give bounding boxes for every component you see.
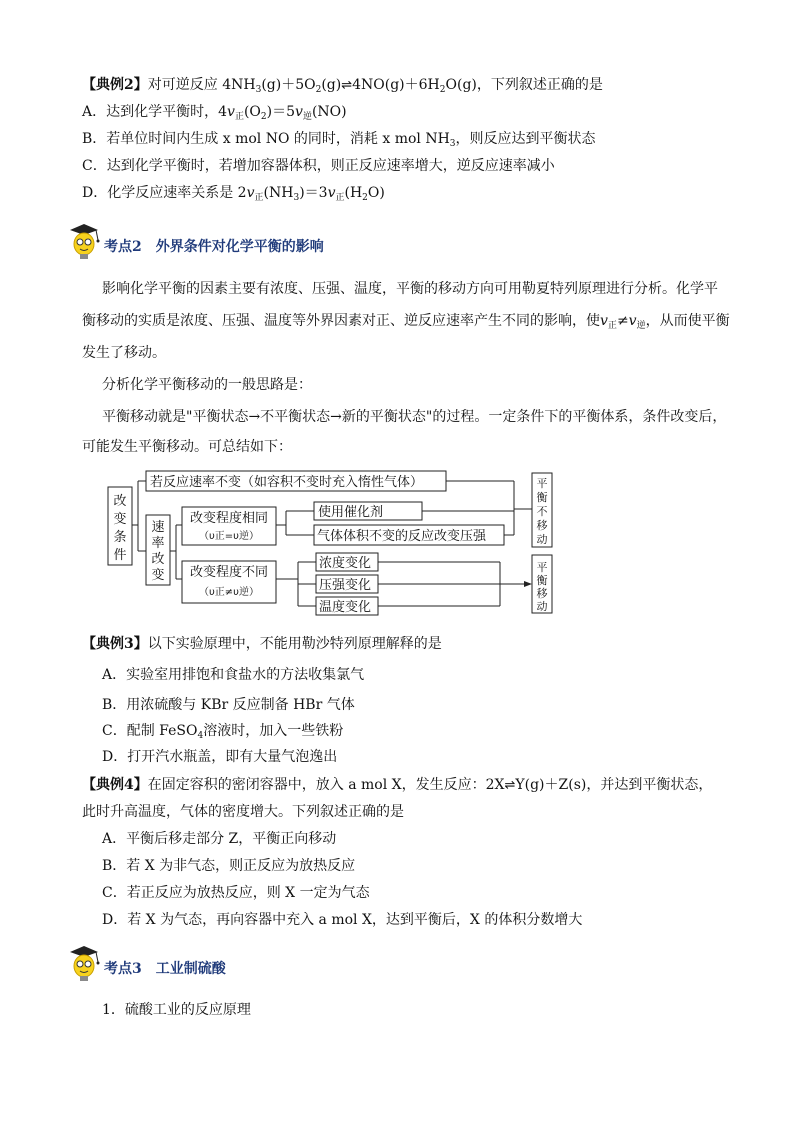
vertical-char: 不 xyxy=(536,505,548,518)
vertical-char: 移 xyxy=(536,587,548,600)
example3-option-c: C．配制 FeSO$_4$溶液时，加入一些铁粉 xyxy=(102,723,344,741)
example-label: 【典例3】 xyxy=(82,636,148,652)
vertical-char: 动 xyxy=(536,600,548,613)
label-rate-change xyxy=(151,519,164,583)
example2-stem: 【典例2】对可逆反应 $4NH_3(g)+5O_2(g)\rightleftharpoons 4NO(g)+6H_2O(g)$，下列叙述正确的是 xyxy=(82,77,603,95)
example3-option-b: B．用浓硫酸与 KBr 反应制备 HBr 气体 xyxy=(102,697,355,713)
para3-line2: 可能发生平衡移动。可总结如下： xyxy=(82,439,292,455)
example2-option-d: D．化学反应速率关系是 $2v_正(NH_3)=3v_正(H_2O)$ xyxy=(82,185,385,203)
example-label: 【典例2】 xyxy=(82,77,148,93)
vertical-char: 改 xyxy=(113,494,127,509)
para1-line1: 影响化学平衡的因素主要有浓度、压强、温度，平衡的移动方向可用勒夏特列原理进行分析。化学平 xyxy=(102,281,718,297)
para1-line2: 衡移动的实质是浓度、压强、温度等外界因素对正、逆反应速率产生不同的影响，使$v_正\ne v_逆$，从而使平衡 xyxy=(82,313,730,331)
example2-option-b: B．若单位时间内生成 x mol NO 的同时，消耗 x mol $NH_3$，则反应达到平衡状态 xyxy=(82,131,596,149)
example2-option-c: C．达到化学平衡时，若增加容器体积，则正反应速率增大，逆反应速率减小 xyxy=(82,158,555,174)
example4-option-a: A．平衡后移走部分 Z，平衡正向移动 xyxy=(102,831,337,847)
item1: 1．硫酸工业的反应原理 xyxy=(102,1002,251,1018)
mascot-icon xyxy=(66,944,102,984)
vertical-char: 条 xyxy=(113,530,127,545)
equilibrium-arrow-icon: ⇌ xyxy=(341,78,353,93)
example4-line2: 此时升高温度，气体的密度增大。下列叙述正确的是 xyxy=(82,804,404,820)
section2-title: 考点2 外界条件对化学平衡的影响 xyxy=(104,239,324,255)
label-pressure-same: 气体体积不变的反应改变压强 xyxy=(317,529,487,544)
vertical-char: 变 xyxy=(151,568,165,583)
label-same-formula: （υ正=υ逆） xyxy=(199,531,259,542)
para3-line1: 平衡移动就是"平衡状态→不平衡状态→新的平衡状态"的过程。一定条件下的平衡体系，条件改变后， xyxy=(102,409,727,425)
label-same-degree: 改变程度相同 xyxy=(189,511,269,526)
para1-line3: 发生了移动。 xyxy=(82,345,166,361)
label-catalyst: 使用催化剂 xyxy=(318,505,384,520)
example4-option-c: C．若正反应为放热反应，则 X 一定为气态 xyxy=(102,885,370,901)
label-rate-unchanged: 若反应速率不变（如容积不变时充入惰性气体） xyxy=(150,475,424,490)
label-diff-formula: （υ正≠υ逆） xyxy=(199,587,259,598)
label-no-shift xyxy=(537,477,548,546)
label-conc: 浓度变化 xyxy=(319,556,372,571)
example4-option-b: B．若 X 为非气态，则正反应为放热反应 xyxy=(102,858,356,874)
mascot-icon xyxy=(66,222,102,262)
example3-option-a: A．实验室用排饱和食盐水的方法收集氯气 xyxy=(102,667,365,683)
vertical-char: 衡 xyxy=(536,574,548,587)
example2-option-a: A．达到化学平衡时，$4v_正(O_2)=5v_逆(NO)$ xyxy=(82,104,347,122)
equilibrium-shift-diagram xyxy=(104,467,564,617)
vertical-char: 移 xyxy=(536,519,548,532)
label-shift xyxy=(537,561,548,613)
vertical-char: 衡 xyxy=(536,491,548,504)
vertical-char: 改 xyxy=(151,552,165,567)
label-temp: 温度变化 xyxy=(319,600,372,615)
section3-title: 考点3 工业制硫酸 xyxy=(104,961,226,977)
example3-option-d: D．打开汽水瓶盖，即有大量气泡逸出 xyxy=(102,749,338,765)
vertical-char: 动 xyxy=(536,533,548,546)
vertical-char: 速 xyxy=(151,520,165,535)
example-label: 【典例4】 xyxy=(82,777,148,793)
equilibrium-arrow-icon: ⇌ xyxy=(504,778,516,793)
vertical-char: 变 xyxy=(113,512,127,527)
label-press: 压强变化 xyxy=(319,578,372,593)
para2: 分析化学平衡移动的一般思路是： xyxy=(102,377,312,393)
vertical-char: 平 xyxy=(536,477,548,490)
vertical-char: 平 xyxy=(536,561,548,574)
label-diff-degree: 改变程度不同 xyxy=(189,565,269,580)
vertical-char: 率 xyxy=(151,536,165,551)
vertical-char: 件 xyxy=(113,548,127,563)
example4-option-d: D．若 X 为气态，再向容器中充入 a mol X，达到平衡后，X 的体积分数增大 xyxy=(102,912,583,928)
example4-stem: 【典例4】在固定容积的密闭容器中，放入 a mol X，发生反应：2X⇌Y(g)＋Z(s)，并达到平衡状态， xyxy=(82,777,713,793)
label-condition-change xyxy=(113,494,126,563)
example3-stem: 【典例3】以下实验原理中，不能用勒沙特列原理解释的是 xyxy=(82,636,442,652)
